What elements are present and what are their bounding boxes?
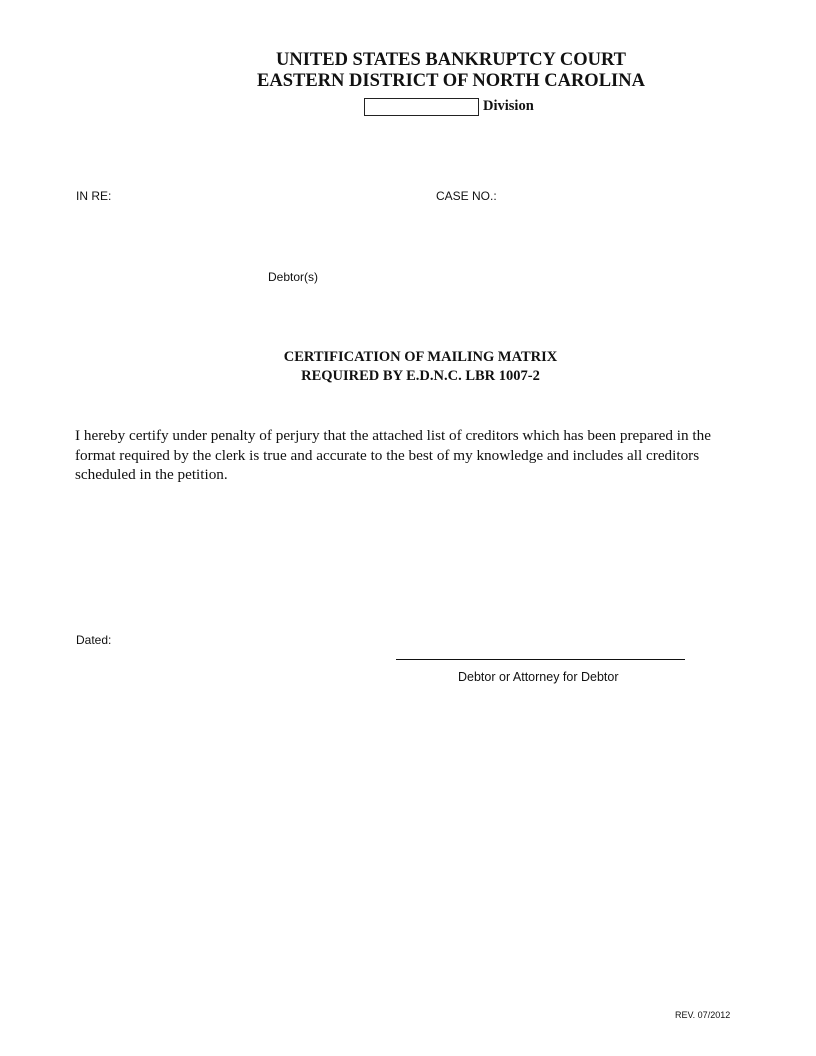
- division-input[interactable]: [364, 98, 479, 116]
- debtor-label: Debtor(s): [268, 270, 319, 284]
- document-title-line1: CERTIFICATION OF MAILING MATRIX: [283, 349, 558, 365]
- certification-text: I hereby certify under penalty of perjury that the attached list of creditors which has been prepared in the format required by the clerk is true and accurate to the best of my knowledge and includes all creditors scheduled in the petition.: [75, 427, 711, 483]
- division-label: Division: [483, 98, 534, 114]
- document-title-line2: REQUIRED BY E.D.N.C. LBR 1007-2: [301, 368, 540, 384]
- court-name-line1: UNITED STATES BANKRUPTCY COURT: [275, 50, 627, 70]
- revision-label: REV. 07/2012: [675, 1010, 731, 1020]
- court-name-line2: EASTERN DISTRICT OF NORTH CAROLINA: [257, 71, 645, 91]
- in-re-label: IN RE:: [76, 189, 112, 203]
- dated-label: Dated:: [76, 633, 112, 647]
- signature-line: [396, 659, 685, 660]
- case-no-label: CASE NO.:: [436, 189, 497, 203]
- signer-label: Debtor or Attorney for Debtor: [458, 670, 619, 684]
